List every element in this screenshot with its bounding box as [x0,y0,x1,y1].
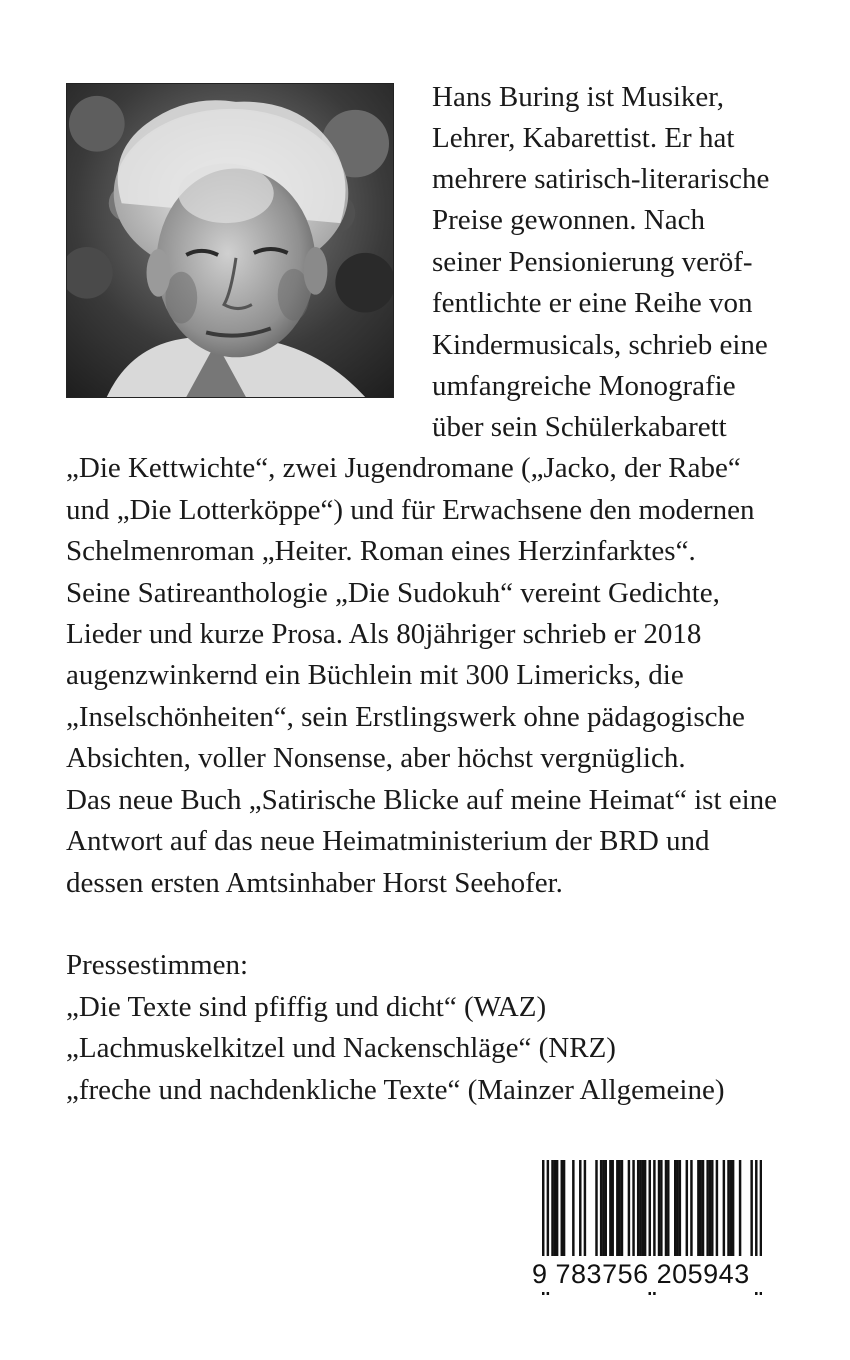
bio-line: über sein Schülerkabarett [432,411,727,443]
barcode-bar [686,1160,688,1265]
barcode-bar [699,1160,701,1265]
barcode-bar [706,1160,708,1265]
press-quote: „Lachmuskelkitzel und Nackenschläge“ (NRZ) [66,1032,616,1064]
barcode-bar [702,1160,704,1265]
barcode-bar [628,1160,630,1265]
barcode-bar [667,1160,669,1265]
bio-line: und „Die Lotterköppe“) und für Erwachsene den modernen [66,494,755,526]
barcode-bar [551,1160,553,1265]
barcode-bar [621,1160,623,1265]
bio-line: fentlichte er eine Reihe von [432,287,753,319]
barcode-bar [732,1160,734,1265]
author-photo [66,83,394,398]
barcode-bar [600,1160,602,1265]
barcode-bar [616,1160,618,1265]
bio-line: Seine Satireanthologie „Die Sudokuh“ vereint Gedichte, [66,577,720,609]
barcode-bar [584,1160,586,1265]
barcode-bar [658,1160,660,1265]
barcode-bar [554,1160,556,1265]
barcode-bar [618,1160,620,1265]
barcode-bar [637,1160,639,1265]
barcode-bar [730,1160,732,1265]
bio-line: „Die Kettwichte“, zwei Jugendromane („Jacko, der Rabe“ [66,452,741,484]
barcode-bar [572,1160,574,1265]
barcode-bar [602,1160,604,1265]
bio-line: umfangreiche Monografie [432,370,736,402]
barcode-bar [595,1160,597,1265]
bio-line: augenzwinkernd ein Büchlein mit 300 Limericks, die [66,659,684,691]
bio-line: Hans Buring ist Musiker, [432,81,725,113]
bio-line: Kindermusicals, schrieb eine [432,329,768,361]
bio-line: Antwort auf das neue Heimatministerium der BRD und [66,825,710,857]
press-heading: Pressestimmen: [66,949,249,981]
barcode-bar [679,1160,681,1265]
barcode-bar [644,1160,646,1265]
barcode-bar [605,1160,607,1265]
barcode-bar [611,1160,613,1265]
isbn-digits: 9 783756 205943 [528,1256,762,1292]
bio-line: Das neue Buch „Satirische Blicke auf meine Heimat“ ist eine [66,784,778,816]
bio-line: Lehrer, Kabarettist. Er hat [432,122,735,154]
barcode-bar [723,1160,725,1265]
barcode-bar [697,1160,699,1265]
barcode-bar [642,1160,644,1265]
barcode-bar [676,1160,678,1265]
bio-line: mehrere satirisch-literarische [432,163,770,195]
bio-line: Absichten, voller Nonsense, aber höchst vergnüglich. [66,742,686,774]
barcode-bar [561,1160,563,1265]
bio-line: dessen ersten Amtsinhaber Horst Seehofer. [66,867,563,899]
bio-line: „Inselschönheiten“, sein Erstlingswerk ohne pädagogische [66,701,745,733]
author-portrait-image [67,84,393,397]
barcode-bar [716,1160,718,1265]
bio-line: Lieder und kurze Prosa. Als 80jähriger schrieb er 2018 [66,618,702,650]
barcode-bar [639,1160,641,1265]
barcode-bar [609,1160,611,1265]
barcode-bar [556,1160,558,1265]
barcode-bar [690,1160,692,1265]
barcode-bar [660,1160,662,1265]
bio-line: Preise gewonnen. Nach [432,204,705,236]
press-quote: „Die Texte sind pfiffig und dicht“ (WAZ) [66,991,547,1023]
barcode-bar [674,1160,676,1265]
barcode-bar [709,1160,711,1265]
barcode-bar [727,1160,729,1265]
barcode-bar [563,1160,565,1265]
bio-line: seiner Pensionierung veröf- [432,246,753,278]
press-quote: „freche und nachdenkliche Texte“ (Mainzer Allgemeine) [66,1074,725,1106]
bio-line: Schelmenroman „Heiter. Roman eines Herzinfarktes“. [66,535,696,567]
barcode-bar [665,1160,667,1265]
barcode-bar [739,1160,741,1265]
barcode-bar [750,1160,752,1265]
barcode-bar [711,1160,713,1265]
barcode-bar [632,1160,634,1265]
barcode-bar [579,1160,581,1265]
